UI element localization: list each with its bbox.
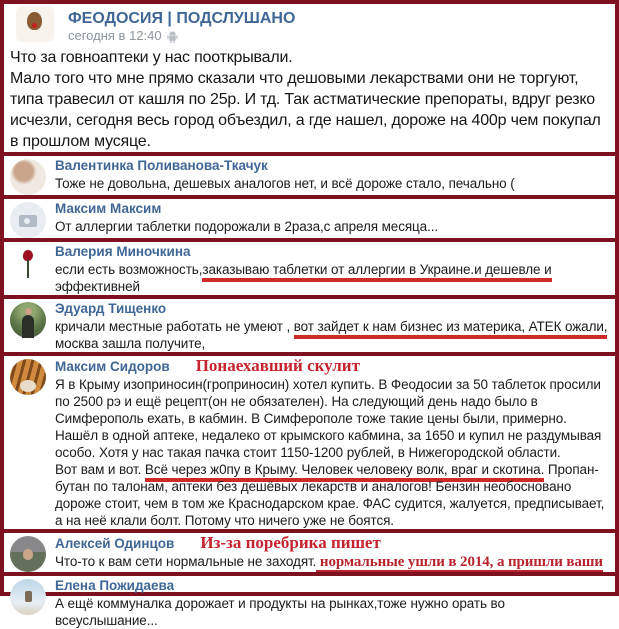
comment-row <box>4 572 615 629</box>
comment-header <box>55 357 609 376</box>
comments-list <box>4 152 615 629</box>
man-outdoors-photo-avatar[interactable] <box>10 302 46 338</box>
comment-text-segment: Вот вам и вот. <box>55 462 145 477</box>
commenter-name-link[interactable]: Валерия Миночкина <box>55 244 191 259</box>
red-underlined-text: Всё через ж0пу в Крыму. Человек человеку волк, враг и скотина. <box>145 462 544 482</box>
comment-text-segment: Тоже не довольна, дешевых аналогов нет, и всё дороже стало, печально ( <box>55 176 515 191</box>
comment-body <box>55 157 609 195</box>
red-annotation-inline-text: нормальные ушли в 2014, а пришли ваши <box>316 554 603 570</box>
post-header <box>10 6 609 44</box>
post <box>4 4 615 152</box>
comment-text <box>55 261 609 295</box>
android-icon <box>167 31 178 43</box>
comment-text-segment: если есть возможность, <box>55 262 203 277</box>
comment-body <box>55 300 609 352</box>
commenter-name-link[interactable]: Елена Пожидаева <box>55 578 175 593</box>
beanie-man-photo-avatar[interactable] <box>10 536 46 572</box>
comment-body <box>55 357 609 529</box>
post-header-text <box>68 6 295 44</box>
annotation-overlay-text: Из-за поребрика пишет <box>200 533 381 552</box>
annotation-overlay-text: Понаехавший скулит <box>195 356 360 375</box>
commenter-name-link[interactable]: Максим Сидоров <box>55 359 170 374</box>
comment-header <box>55 157 609 175</box>
comment-body <box>55 243 609 295</box>
comment-body <box>55 534 609 572</box>
comment-text-segment: От аллергии таблетки подорожали в 2раза,с апреля месяца... <box>55 219 439 234</box>
red-underlined-text: вот зайдет к нам бизнес из материка, АТЕК ожали, <box>294 319 608 339</box>
commenter-name-link[interactable]: Эдуард Тищенко <box>55 301 167 316</box>
comment-text <box>55 553 609 571</box>
post-text <box>10 47 609 152</box>
comment-row <box>4 529 615 572</box>
comment-row <box>4 238 615 295</box>
post-text-line: Что за говноаптеки у нас пооткрывали. <box>10 49 293 66</box>
woman-bride-photo-avatar[interactable] <box>10 159 46 195</box>
comment-text-segment: А ещё коммуналка дорожает и продукты на рынках,тоже нужно орать во всеуслышание... <box>55 596 505 628</box>
post-date: сегодня в 12:40 <box>68 28 162 43</box>
post-text-line: Мало того что мне прямо сказали что дешовыми лекарствами они не торгуют, типа травесил от кашля по 25р. И тд. Так астматические препораты, вдруг резко исчезли, сегодня весь город объездил, а где нашел, дороже на 400р чем покупал в прошлом мусяце. <box>10 70 601 150</box>
deer-cartoon-group-avatar[interactable] <box>16 6 54 42</box>
comment-header <box>55 200 609 218</box>
comment-text-segment: Что-то к вам сети нормальные не заходят. <box>55 554 317 569</box>
red-underlined-text: заказываю таблетки от аллергии в Украине.и дешевле и <box>202 262 551 282</box>
camera-placeholder-avatar[interactable] <box>10 202 46 238</box>
comment-text <box>55 318 609 352</box>
comment-row <box>4 152 615 195</box>
comment-text-segment: москва зашла получите, <box>55 336 206 351</box>
comment-header <box>55 577 609 595</box>
comment-text-segment: Я в Крыму изоприносин(гроприносин) хотел купить. В Феодосии за 50 таблеток просили по 2500 рэ и ещё рецепт(он не обязателен). На следующий день надо было в Симферополь ехать, в кабмин. В Симферополе тоже такие цены были, примерно. Нашёл в одной аптеке, недалеко от крымского кабмина, за 1650 и купил не раздумывая особо. Хотя у нас такая пачка стоит 1150-1200 рублей, в Нижегородской области. <box>55 377 602 460</box>
comment-header <box>55 534 609 553</box>
comment-row <box>4 195 615 238</box>
commenter-name-link[interactable]: Алексей Одинцов <box>55 536 175 551</box>
comment-text-segment: кричали местные работать не умеют , <box>55 319 294 334</box>
comment-text-segment: Пропан-бутан по талонам, аптеки без дешёвых лекарств и аналогов! Бензин необосновано дороже стоит, чем в том же Краснодарском крае. ФАС судится, жалуется, предписывает, а на неё клали болт. Потому что ничего уже не боятся. <box>55 462 605 528</box>
comment-text <box>55 376 609 529</box>
sky-figure-photo-avatar[interactable] <box>10 579 46 615</box>
red-rose-photo-avatar[interactable] <box>10 245 46 281</box>
tiger-photo-avatar[interactable] <box>10 359 46 395</box>
comment-body <box>55 200 609 238</box>
commenter-name-link[interactable]: Максим Максим <box>55 201 162 216</box>
comment-row <box>4 352 615 529</box>
comment-text <box>55 595 609 629</box>
commenter-name-link[interactable]: Валентинка Поливанова-Ткачук <box>55 158 268 173</box>
comment-header <box>55 300 609 318</box>
comment-body <box>55 577 609 629</box>
comment-header <box>55 243 609 261</box>
group-name-link[interactable]: ФЕОДОСИЯ | ПОДСЛУШАНО <box>68 10 296 27</box>
comment-text-segment: эффективней <box>55 279 140 294</box>
comment-text <box>55 175 609 192</box>
post-date-row <box>68 28 295 44</box>
comment-row <box>4 295 615 352</box>
comment-text <box>55 218 609 235</box>
